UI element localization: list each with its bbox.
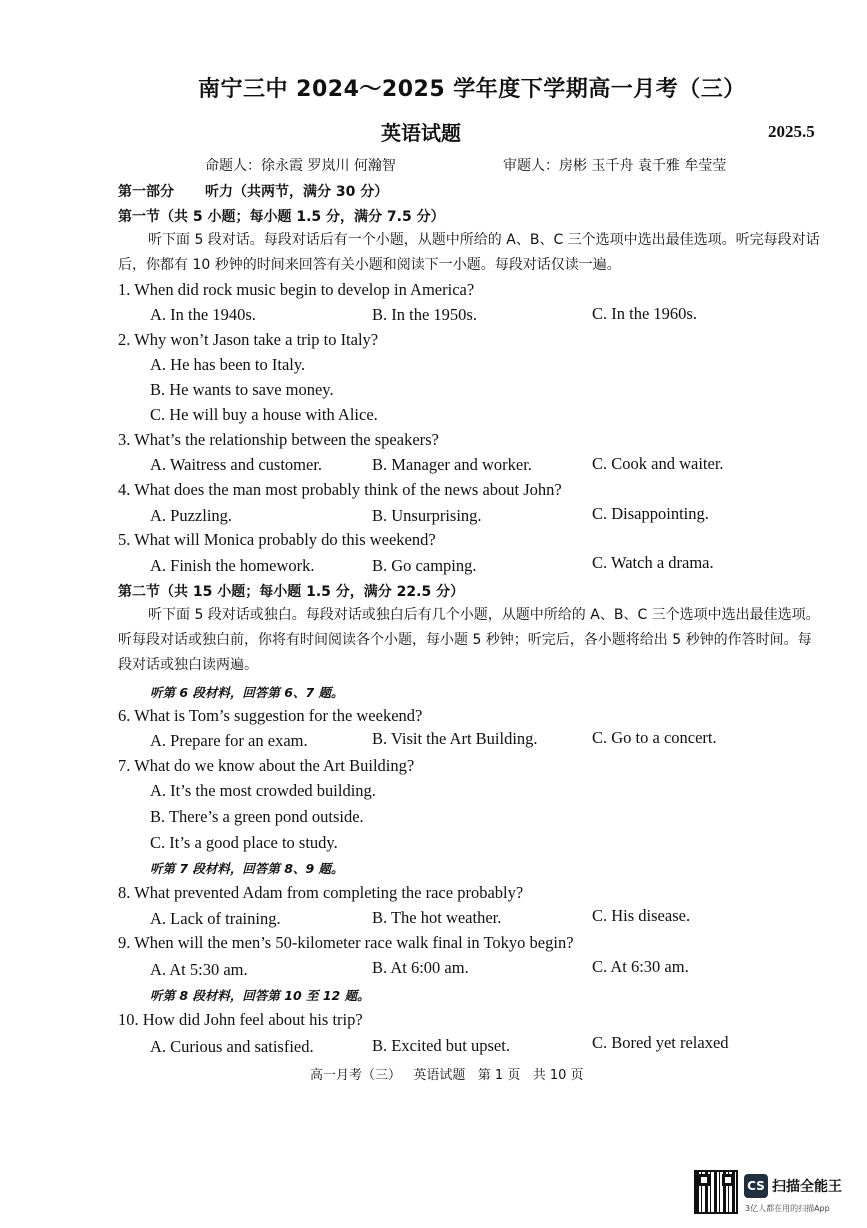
q2-option-c: C. He will buy a house with Alice. [150, 405, 378, 424]
question-7: 7. What do we know about the Art Building? [118, 756, 415, 775]
question-6: 6. What is Tom’s suggestion for the weekend? [118, 706, 423, 725]
part1-label: 第一部分 [118, 184, 174, 200]
scanner-tagline: 3亿人都在用的扫描App [745, 1204, 830, 1213]
section1-instructions: 听下面 5 段对话。每段对话后有一个小题，从题中所给的 A、B、C 三个选项中选出最佳选项。听完每段对话后，你都有 10 秒钟的时间来回答有关小题和阅读下一小题。每段对话仅读一遍。 [118, 232, 820, 273]
question-3: 3. What’s the relationship between the speakers? [118, 430, 439, 449]
q10-option-c: C. Bored yet relaxed [592, 1033, 729, 1052]
q8-option-c: C. His disease. [592, 906, 691, 925]
q5-option-b: B. Go camping. [372, 556, 477, 575]
q2-option-a: A. He has been to Italy. [150, 355, 306, 374]
q4-option-a: A. Puzzling. [150, 506, 233, 525]
q10-option-a: A. Curious and satisfied. [150, 1037, 314, 1056]
authors-line: 命题人：徐永霞 罗岚川 何瀚智 [205, 158, 396, 174]
section2-heading: 第二节（共 15 小题；每小题 1.5 分，满分 22.5 分） [118, 584, 465, 600]
q1-option-a: A. In the 1940s. [150, 305, 256, 324]
page-footer: 高一月考（三） 英语试题 第 1 页 共 10 页 [310, 1068, 584, 1083]
q1-option-b: B. In the 1950s. [372, 305, 477, 324]
question-8: 8. What prevented Adam from completing the race probably? [118, 883, 524, 902]
q7-option-c: C. It’s a good place to study. [150, 833, 338, 852]
q3-option-a: A. Waitress and customer. [150, 455, 323, 474]
q8-option-b: B. The hot weather. [372, 908, 502, 927]
question-4: 4. What does the man most probably think of the news about John? [118, 480, 562, 499]
question-1: 1. When did rock music begin to develop in America? [118, 280, 475, 299]
q10-option-b: B. Excited but upset. [372, 1036, 510, 1055]
q2-option-b: B. He wants to save money. [150, 380, 334, 399]
q8-option-a: A. Lack of training. [150, 909, 281, 928]
q3-option-c: C. Cook and waiter. [592, 454, 724, 473]
q6-option-b: B. Visit the Art Building. [372, 729, 538, 748]
material-8-note: 听第 8 段材料，回答第 10 至 12 题。 [150, 988, 370, 1003]
exam-date: 2025.5 [768, 122, 815, 141]
q7-option-a: A. It’s the most crowded building. [150, 781, 376, 800]
question-10: 10. How did John feel about his trip? [118, 1010, 363, 1029]
q4-option-b: B. Unsurprising. [372, 506, 482, 525]
qr-code-icon [694, 1170, 738, 1214]
material-6-note: 听第 6 段材料，回答第 6、7 题。 [150, 685, 344, 700]
q6-option-a: A. Prepare for an exam. [150, 731, 308, 750]
q5-option-a: A. Finish the homework. [150, 556, 315, 575]
q9-option-c: C. At 6:30 am. [592, 957, 689, 976]
q3-option-b: B. Manager and worker. [372, 455, 532, 474]
reviewers-line: 审题人：房彬 玉千舟 袁千雅 牟莹莹 [503, 158, 727, 174]
question-9: 9. When will the men’s 50-kilometer race walk final in Tokyo begin? [118, 933, 574, 952]
q4-option-c: C. Disappointing. [592, 504, 709, 523]
material-7-note: 听第 7 段材料，回答第 8、9 题。 [150, 861, 344, 876]
exam-subject: 英语试题 [381, 121, 461, 145]
part1-name: 听力（共两节，满分 30 分） [205, 184, 389, 200]
section1-heading: 第一节（共 5 小题；每小题 1.5 分，满分 7.5 分） [118, 209, 445, 225]
q6-option-c: C. Go to a concert. [592, 728, 717, 747]
question-5: 5. What will Monica probably do this weekend? [118, 530, 436, 549]
q5-option-c: C. Watch a drama. [592, 553, 714, 572]
camscanner-logo-icon: CS [744, 1174, 768, 1198]
q7-option-b: B. There’s a green pond outside. [150, 807, 364, 826]
section2-instructions: 听下面 5 段对话或独白。每段对话或独白后有几个小题，从题中所给的 A、B、C 三个选项中选出最佳选项。听每段对话或独白前，你将有时间阅读各个小题，每小题 5 秒钟；听完后，各小题将给出 5 秒钟的作答时间。每段对话或独白读两遍。 [118, 607, 820, 673]
q9-option-b: B. At 6:00 am. [372, 958, 469, 977]
scanner-app-name: 扫描全能王 [772, 1179, 842, 1195]
exam-title: 南宁三中 2024～2025 学年度下学期高一月考（三） [198, 77, 746, 102]
q9-option-a: A. At 5:30 am. [150, 960, 248, 979]
q1-option-c: C. In the 1960s. [592, 304, 697, 323]
question-2: 2. Why won’t Jason take a trip to Italy? [118, 330, 379, 349]
